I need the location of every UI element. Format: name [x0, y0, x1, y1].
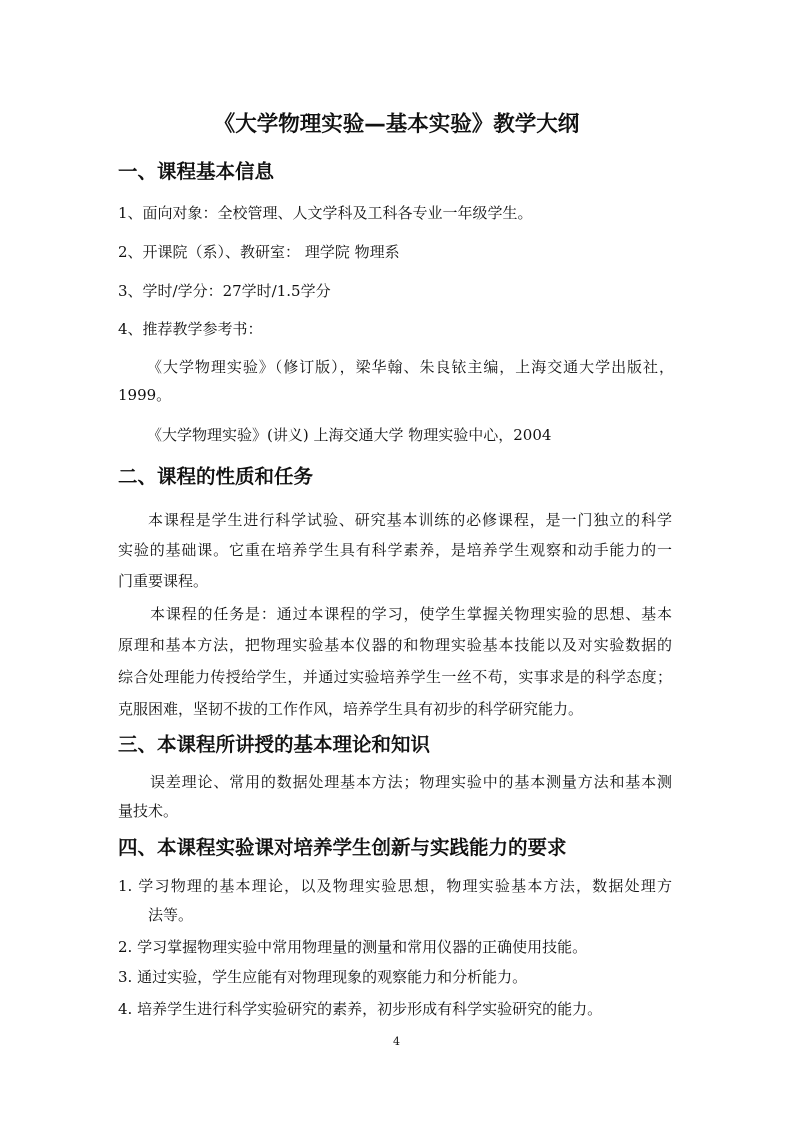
text-line: 4、推荐教学参考书： [118, 320, 263, 338]
list-item: 4. 培养学生进行科学实验研究的素养，初步形成有科学实验研究的能力。 [118, 1000, 603, 1018]
section-heading: 二、课程的性质和任务 [118, 465, 314, 488]
text-line: 实验的基础课。它重在培养学生具有科学素养，是培养学生观察和动手能力的一 [118, 541, 672, 559]
section-heading: 一、课程基本信息 [118, 160, 275, 183]
text-line: 《大学物理实验》(讲义) 上海交通大学 物理实验中心，2004 [147, 426, 552, 444]
section-heading: 四、本课程实验课对培养学生创新与实践能力的要求 [118, 836, 567, 859]
text-line: 量技术。 [118, 802, 179, 820]
text-line: 本课程是学生进行科学试验、研究基本训练的必修课程，是一门独立的科学 [148, 511, 672, 529]
list-item: 1. 学习物理的基本理论，以及物理实验思想，物理实验基本方法，数据处理方 [118, 877, 672, 895]
list-item: 2. 学习掌握物理实验中常用物理量的测量和常用仪器的正确使用技能。 [118, 938, 588, 956]
text-line: 原理和基本方法，把物理实验基本仪器的和物理实验基本技能以及对实验数据的 [118, 636, 672, 654]
list-item: 3. 通过实验，学生应能有对物理现象的观察能力和分析能力。 [118, 968, 528, 986]
text-line: 综合处理能力传授给学生，并通过实验培养学生一丝不苟，实事求是的科学态度； [118, 668, 672, 686]
text-line: 克服困难，坚韧不拔的工作作风，培养学生具有初步的科学研究能力。 [118, 700, 584, 718]
text-line: 法等。 [148, 906, 194, 924]
text-line: 《大学物理实验》（修订版），梁华翰、朱良铱主编，上海交通大学出版社， [147, 358, 674, 376]
text-line: 1999。 [118, 386, 172, 404]
text-line: 2、开课院（系）、教研室： 理学院 物理系 [118, 243, 400, 261]
text-line: 1、面向对象：全校管理、人文学科及工科各专业一年级学生。 [118, 204, 533, 222]
document-title: 《大学物理实验—基本实验》教学大纲 [213, 112, 580, 137]
text-line: 3、学时/学分：27学时/1.5学分 [118, 282, 331, 300]
text-line: 本课程的任务是：通过本课程的学习，使学生掌握关物理实验的思想、基本 [150, 605, 672, 623]
text-line: 门重要课程。 [118, 572, 209, 590]
section-heading: 三、本课程所讲授的基本理论和知识 [118, 733, 431, 756]
text-line: 误差理论、常用的数据处理基本方法；物理实验中的基本测量方法和基本测 [150, 773, 672, 791]
page-number: 4 [393, 1035, 400, 1048]
